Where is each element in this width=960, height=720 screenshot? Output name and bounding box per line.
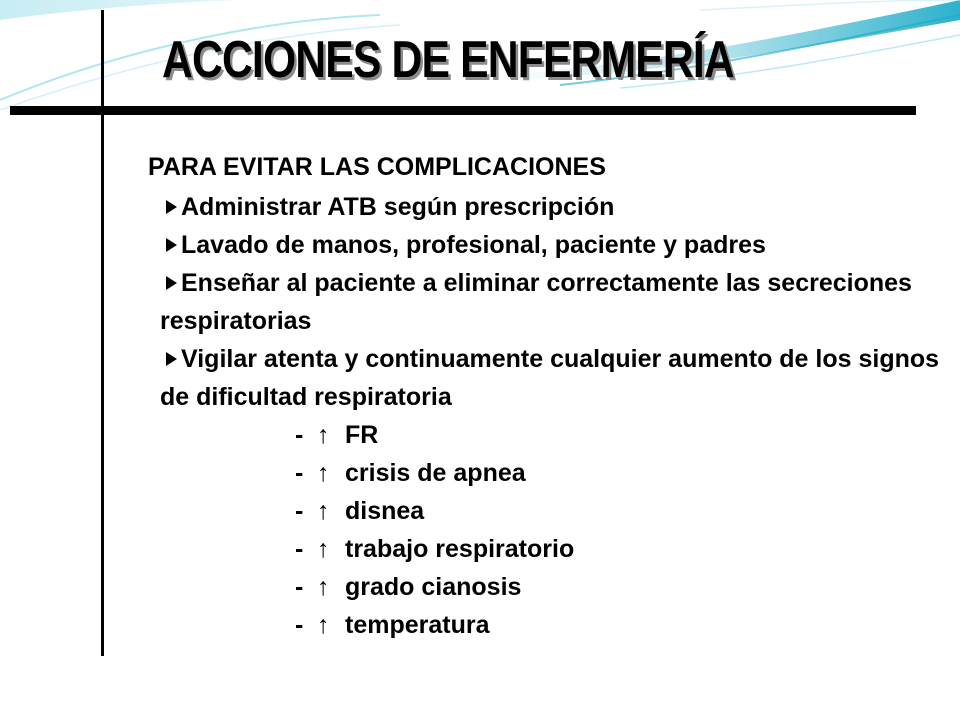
up-arrow-icon: ↑ (317, 421, 330, 449)
bullet-item (160, 264, 940, 340)
up-arrow-icon: ↑ (317, 497, 330, 525)
up-arrow-icon: ↑ (317, 535, 330, 563)
sign-text: crisis de apnea (345, 459, 526, 487)
dash-marker: - (295, 573, 304, 601)
dash-marker: - (295, 459, 304, 487)
up-arrow-icon: ↑ (317, 573, 330, 601)
sign-item (295, 416, 940, 454)
dash-marker: - (295, 535, 304, 563)
bullet-list (160, 188, 940, 416)
triangle-bullet-icon (166, 200, 177, 214)
sign-text: disnea (345, 497, 425, 525)
slide-content (148, 148, 940, 644)
triangle-bullet-icon (166, 352, 177, 366)
sign-text: temperatura (345, 611, 490, 639)
sign-text: trabajo respiratorio (345, 535, 575, 563)
bullet-text: Administrar ATB según prescripción (181, 193, 615, 221)
sign-text: grado cianosis (345, 573, 522, 601)
sign-item (295, 530, 940, 568)
triangle-bullet-icon (166, 276, 177, 290)
sign-item (295, 606, 940, 644)
up-arrow-icon: ↑ (317, 611, 330, 639)
signs-list (160, 416, 940, 644)
bullet-text: Enseñar al paciente a eliminar correctamente las secreciones respiratorias (160, 269, 912, 335)
triangle-bullet-icon (166, 238, 177, 252)
section-subtitle: PARA EVITAR LAS COMPLICACIONES (148, 153, 606, 181)
bullet-text: Lavado de manos, profesional, paciente y padres (181, 231, 766, 259)
sign-text: FR (345, 421, 379, 449)
up-arrow-icon: ↑ (317, 459, 330, 487)
bullet-item (160, 226, 940, 264)
sign-item (295, 454, 940, 492)
dash-marker: - (295, 421, 304, 449)
slide-title: ACCIONES DE ENFERMERÍA (162, 31, 734, 89)
sign-item (295, 568, 940, 606)
sign-item (295, 492, 940, 530)
bullet-text: Vigilar atenta y continuamente cualquier aumento de los signos de dificultad respiratoria (160, 345, 940, 411)
dash-marker: - (295, 497, 304, 525)
bullet-item (160, 188, 940, 226)
bullet-item (160, 340, 940, 416)
dash-marker: - (295, 611, 304, 639)
horizontal-rule (10, 106, 916, 115)
